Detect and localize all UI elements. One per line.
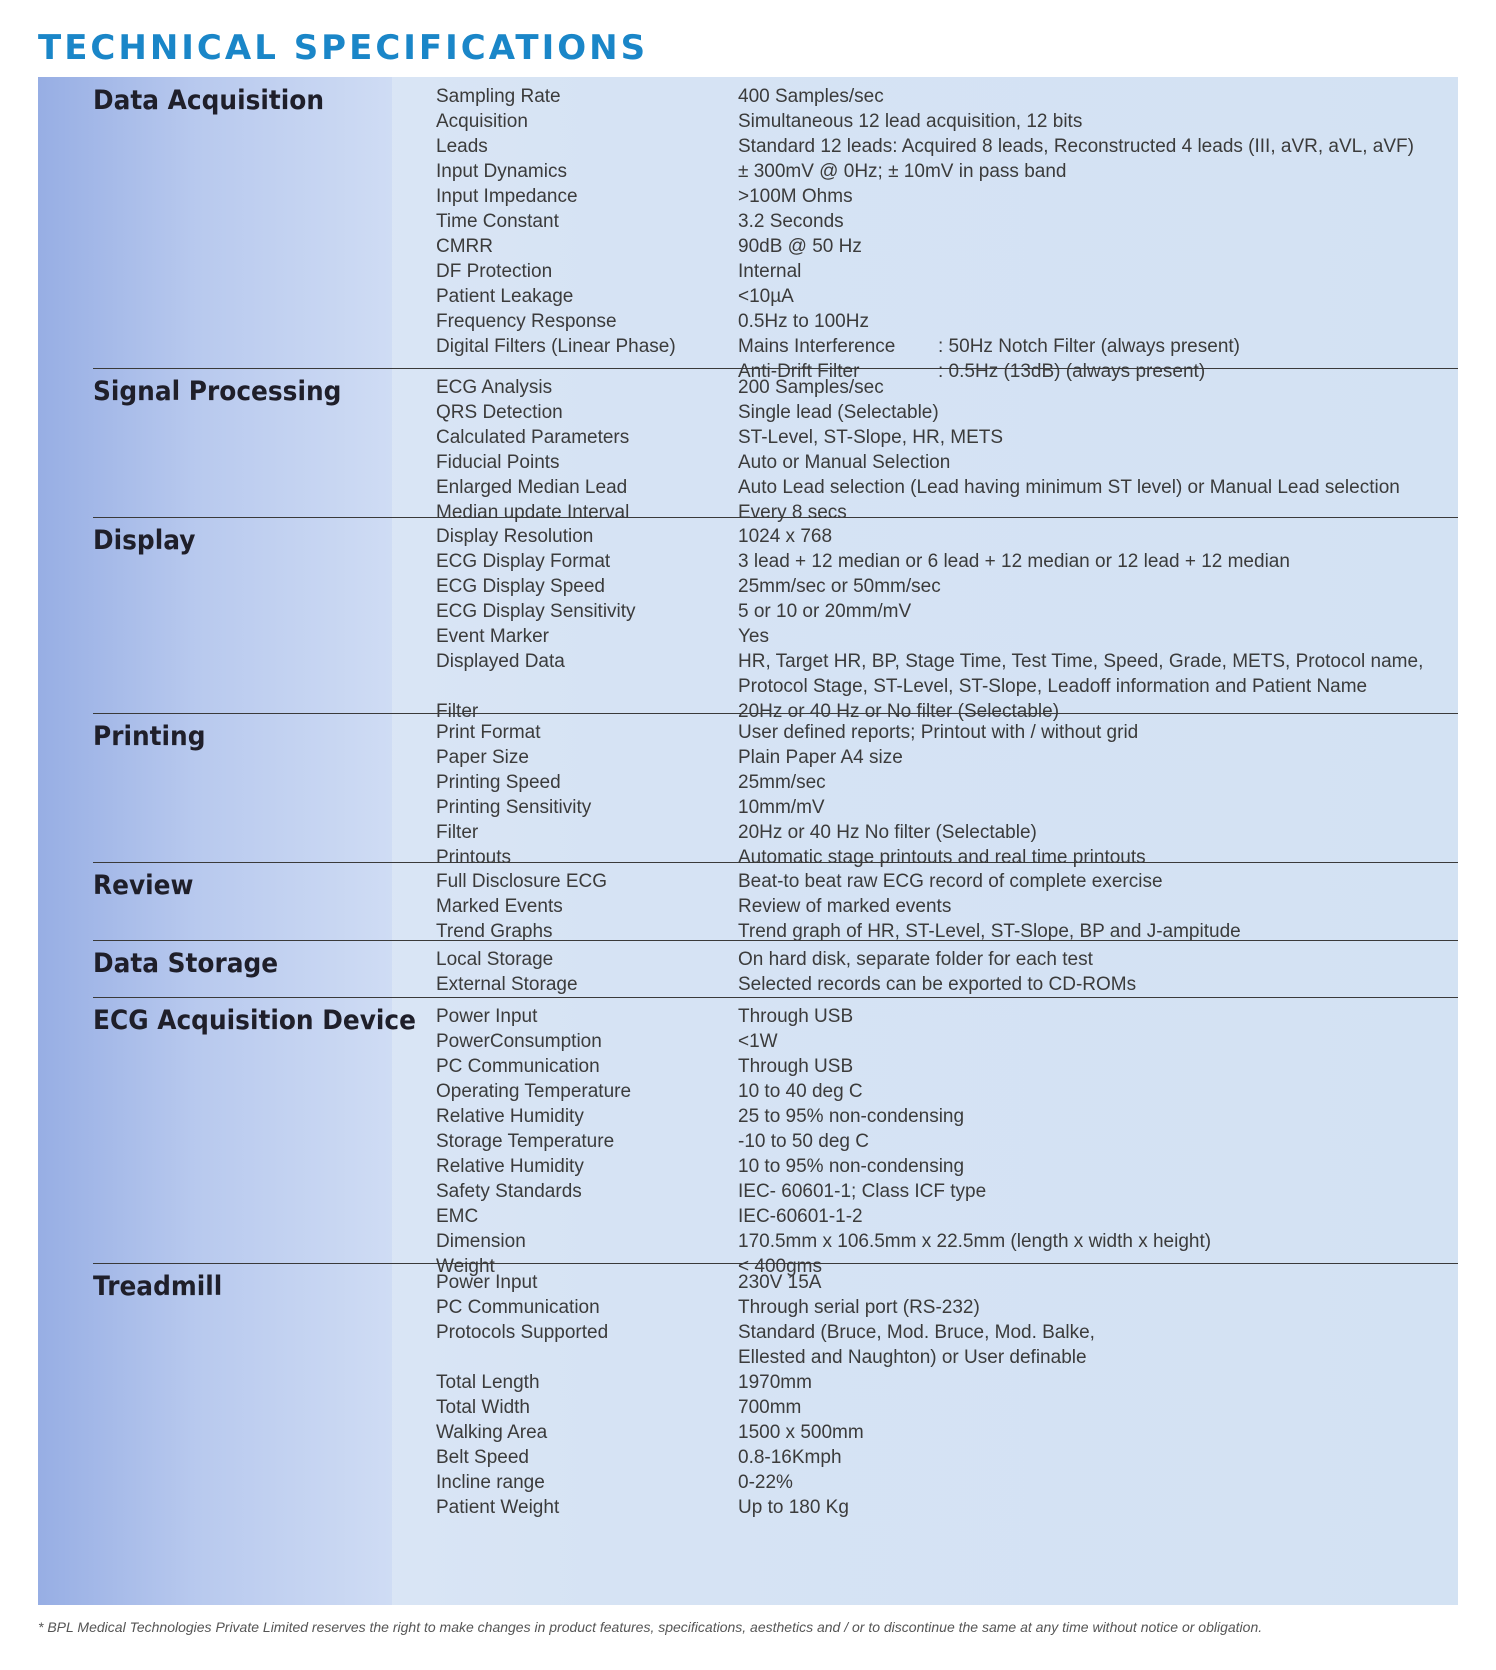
spec-row xyxy=(38,651,1458,697)
spec-value: 1500 x 500mm xyxy=(738,1422,864,1443)
spec-row xyxy=(38,1472,1458,1497)
spec-row xyxy=(38,452,1458,477)
spec-value: Auto Lead selection (Lead having minimum ST level) or Manual Lead selection xyxy=(738,477,1400,498)
spec-label: External Storage xyxy=(436,974,578,995)
spec-row xyxy=(38,1322,1458,1368)
spec-value: -10 to 50 deg C xyxy=(738,1131,869,1152)
spec-row xyxy=(38,1006,1458,1031)
spec-value: 25 to 95% non-condensing xyxy=(738,1106,965,1127)
spec-label: Print Format xyxy=(436,722,541,743)
section-divider xyxy=(93,713,1458,714)
spec-value: 0-22% xyxy=(738,1472,793,1493)
spec-value: Standard (Bruce, Mod. Bruce, Mod. Balke, xyxy=(738,1322,1095,1343)
spec-label: Digital Filters (Linear Phase) xyxy=(436,336,676,357)
spec-value: ± 300mV @ 0Hz; ± 10mV in pass band xyxy=(738,161,1067,182)
filter-value: : 50Hz Notch Filter (always present) xyxy=(938,336,1240,357)
spec-value-continued: Protocol Stage, ST-Level, ST-Slope, Leadoff information and Patient Name xyxy=(738,676,1368,697)
spec-value: 230V 15A xyxy=(738,1272,822,1293)
section-title: ECG Acquisition Device xyxy=(93,1005,417,1036)
spec-row xyxy=(38,526,1458,551)
spec-row xyxy=(38,1231,1458,1256)
spec-label: Operating Temperature xyxy=(436,1081,632,1102)
spec-label: Displayed Data xyxy=(436,651,565,672)
spec-label: Belt Speed xyxy=(436,1447,529,1468)
spec-row xyxy=(38,502,1458,527)
spec-row xyxy=(38,1081,1458,1106)
spec-label: Filter xyxy=(436,701,479,722)
spec-value: 0.5Hz to 100Hz xyxy=(738,311,869,332)
spec-label: Patient Leakage xyxy=(436,286,574,307)
spec-label: PC Communication xyxy=(436,1056,600,1077)
spec-row xyxy=(38,722,1458,747)
spec-row xyxy=(38,847,1458,872)
spec-value: 170.5mm x 106.5mm x 22.5mm (length x width x height) xyxy=(738,1231,1212,1252)
spec-row xyxy=(38,1447,1458,1472)
spec-value: 3 lead + 12 median or 6 lead + 12 median or 12 lead + 12 median xyxy=(738,551,1290,572)
spec-label: Storage Temperature xyxy=(436,1131,615,1152)
spec-label: Safety Standards xyxy=(436,1181,582,1202)
section-title: Display xyxy=(93,525,196,556)
filter-name: Anti-Drift Filter xyxy=(738,361,860,382)
spec-value: 200 Samples/sec xyxy=(738,377,884,398)
section-title: Review xyxy=(93,870,194,901)
spec-label: Relative Humidity xyxy=(436,1106,584,1127)
spec-label: DF Protection xyxy=(436,261,553,282)
spec-label: Frequency Response xyxy=(436,311,617,332)
spec-label: Fiducial Points xyxy=(436,452,560,473)
spec-row xyxy=(38,336,1458,382)
footnote: * BPL Medical Technologies Private Limited reserves the right to make changes in product features, specifications, aesthetics and / or to discontinue the same at any time without notice or obligation. xyxy=(38,1619,1263,1635)
spec-label: Walking Area xyxy=(436,1422,548,1443)
spec-panel xyxy=(38,77,1458,1605)
spec-value: Trend graph of HR, ST-Level, ST-Slope, BP and J-ampitude xyxy=(738,921,1241,942)
spec-label: Incline range xyxy=(436,1472,545,1493)
spec-row xyxy=(38,1497,1458,1522)
spec-value: Up to 180 Kg xyxy=(738,1497,849,1518)
spec-label: Calculated Parameters xyxy=(436,427,630,448)
spec-value: Through serial port (RS-232) xyxy=(738,1297,980,1318)
spec-row xyxy=(38,402,1458,427)
spec-value: Every 8 secs xyxy=(738,502,847,523)
spec-label: Printouts xyxy=(436,847,511,868)
spec-value: 5 or 10 or 20mm/mV xyxy=(738,601,912,622)
spec-value: 20Hz or 40 Hz or No filter (Selectable) xyxy=(738,701,1060,722)
spec-row xyxy=(38,1131,1458,1156)
section-divider xyxy=(93,940,1458,941)
spec-row xyxy=(38,1106,1458,1131)
spec-value: Standard 12 leads: Acquired 8 leads, Reconstructed 4 leads (III, aVR, aVL, aVF) xyxy=(738,136,1414,157)
spec-row xyxy=(38,211,1458,236)
spec-value: <1W xyxy=(738,1031,778,1052)
spec-row xyxy=(38,576,1458,601)
spec-label: Protocols Supported xyxy=(436,1322,609,1343)
spec-value: 700mm xyxy=(738,1397,802,1418)
spec-row xyxy=(38,1056,1458,1081)
section-title: Printing xyxy=(93,721,206,752)
spec-label: ECG Analysis xyxy=(436,377,553,398)
spec-value: >100M Ohms xyxy=(738,186,853,207)
spec-row xyxy=(38,477,1458,502)
spec-label: Input Dynamics xyxy=(436,161,567,182)
spec-label: Trend Graphs xyxy=(436,921,553,942)
section-divider xyxy=(93,997,1458,998)
spec-row xyxy=(38,626,1458,651)
spec-label: CMRR xyxy=(436,236,493,257)
spec-value: IEC-60601-1-2 xyxy=(738,1206,863,1227)
spec-label: Event Marker xyxy=(436,626,549,647)
spec-row xyxy=(38,86,1458,111)
section-divider xyxy=(93,368,1458,369)
spec-value: Review of marked events xyxy=(738,896,952,917)
spec-row xyxy=(38,136,1458,161)
spec-row xyxy=(38,427,1458,452)
spec-value: Internal xyxy=(738,261,802,282)
spec-row xyxy=(38,551,1458,576)
spec-label: Full Disclosure ECG xyxy=(436,871,608,892)
section-divider xyxy=(93,517,1458,518)
spec-label: Relative Humidity xyxy=(436,1156,584,1177)
page-title: TECHNICAL SPECIFICATIONS xyxy=(38,28,649,68)
spec-label: PowerConsumption xyxy=(436,1031,602,1052)
spec-row xyxy=(38,1397,1458,1422)
spec-value: User defined reports; Printout with / without grid xyxy=(738,722,1139,743)
spec-row xyxy=(38,286,1458,311)
spec-value: Auto or Manual Selection xyxy=(738,452,951,473)
spec-value: Through USB xyxy=(738,1006,854,1027)
spec-value: On hard disk, separate folder for each test xyxy=(738,949,1093,970)
spec-row xyxy=(38,921,1458,946)
spec-row xyxy=(38,822,1458,847)
spec-value: < 400gms xyxy=(738,1256,822,1277)
spec-label: Marked Events xyxy=(436,896,563,917)
spec-row xyxy=(38,311,1458,336)
spec-row xyxy=(38,236,1458,261)
spec-value: 25mm/sec xyxy=(738,772,826,793)
spec-value: <10µA xyxy=(738,286,794,307)
spec-value: 400 Samples/sec xyxy=(738,86,884,107)
section-title: Data Acquisition xyxy=(93,85,325,116)
spec-label: Printing Speed xyxy=(436,772,561,793)
spec-label: Enlarged Median Lead xyxy=(436,477,628,498)
spec-label: Paper Size xyxy=(436,747,529,768)
spec-label: ECG Display Sensitivity xyxy=(436,601,636,622)
spec-value: 10 to 95% non-condensing xyxy=(738,1156,965,1177)
spec-row xyxy=(38,1372,1458,1397)
spec-row xyxy=(38,1297,1458,1322)
spec-label: Filter xyxy=(436,822,479,843)
spec-value-continued: Ellested and Naughton) or User definable xyxy=(738,1347,1087,1368)
spec-label: Display Resolution xyxy=(436,526,594,547)
filter-value: : 0.5Hz (13dB) (always present) xyxy=(938,361,1206,382)
spec-row xyxy=(38,896,1458,921)
spec-label: ECG Display Format xyxy=(436,551,611,572)
filter-name: Mains Interference xyxy=(738,336,896,357)
spec-row xyxy=(38,1156,1458,1181)
spec-value: 0.8-16Kmph xyxy=(738,1447,842,1468)
spec-value: 3.2 Seconds xyxy=(738,211,844,232)
spec-value: 25mm/sec or 50mm/sec xyxy=(738,576,941,597)
spec-row xyxy=(38,949,1458,974)
spec-row xyxy=(38,1031,1458,1056)
spec-row xyxy=(38,772,1458,797)
spec-row xyxy=(38,1422,1458,1447)
spec-label: Power Input xyxy=(436,1006,538,1027)
spec-row xyxy=(38,797,1458,822)
section-divider xyxy=(93,1263,1458,1264)
spec-label: PC Communication xyxy=(436,1297,600,1318)
spec-value: ST-Level, ST-Slope, HR, METS xyxy=(738,427,1004,448)
spec-label: Leads xyxy=(436,136,488,157)
spec-row xyxy=(38,161,1458,186)
spec-label: Weight xyxy=(436,1256,495,1277)
spec-value: 10mm/mV xyxy=(738,797,825,818)
spec-label: Power Input xyxy=(436,1272,538,1293)
spec-value: 1970mm xyxy=(738,1372,812,1393)
spec-row xyxy=(38,871,1458,896)
spec-row xyxy=(38,186,1458,211)
spec-row xyxy=(38,601,1458,626)
spec-label: Median update Interval xyxy=(436,502,630,523)
spec-label: Input Impedance xyxy=(436,186,578,207)
spec-label: QRS Detection xyxy=(436,402,563,423)
spec-value: 1024 x 768 xyxy=(738,526,833,547)
spec-value: Beat-to beat raw ECG record of complete exercise xyxy=(738,871,1163,892)
spec-label: Patient Weight xyxy=(436,1497,560,1518)
spec-label: ECG Display Speed xyxy=(436,576,605,597)
spec-row xyxy=(38,111,1458,136)
spec-value: Automatic stage printouts and real time printouts xyxy=(738,847,1146,868)
spec-value: Plain Paper A4 size xyxy=(738,747,903,768)
spec-value: Through USB xyxy=(738,1056,854,1077)
spec-label: Total Length xyxy=(436,1372,540,1393)
spec-value: HR, Target HR, BP, Stage Time, Test Time, Speed, Grade, METS, Protocol name, xyxy=(738,651,1424,672)
section-title: Treadmill xyxy=(93,1271,223,1302)
spec-row xyxy=(38,974,1458,999)
spec-value: IEC- 60601-1; Class ICF type xyxy=(738,1181,987,1202)
spec-row xyxy=(38,1181,1458,1206)
spec-row xyxy=(38,1272,1458,1297)
spec-value: Single lead (Selectable) xyxy=(738,402,939,423)
spec-value: Simultaneous 12 lead acquisition, 12 bits xyxy=(738,111,1083,132)
spec-label: Time Constant xyxy=(436,211,559,232)
spec-row xyxy=(38,747,1458,772)
spec-label: EMC xyxy=(436,1206,479,1227)
spec-label: Local Storage xyxy=(436,949,554,970)
spec-value: 10 to 40 deg C xyxy=(738,1081,863,1102)
spec-row xyxy=(38,1206,1458,1231)
spec-label: Dimension xyxy=(436,1231,526,1252)
spec-label: Sampling Rate xyxy=(436,86,561,107)
spec-label: Total Width xyxy=(436,1397,530,1418)
spec-value: Yes xyxy=(738,626,769,647)
section-title: Data Storage xyxy=(93,948,279,979)
spec-label: Acquisition xyxy=(436,111,528,132)
spec-row xyxy=(38,377,1458,402)
section-title: Signal Processing xyxy=(93,376,342,407)
spec-row xyxy=(38,261,1458,286)
spec-value: Selected records can be exported to CD-ROMs xyxy=(738,974,1137,995)
spec-value: 90dB @ 50 Hz xyxy=(738,236,862,257)
section-divider xyxy=(93,862,1458,863)
spec-label: Printing Sensitivity xyxy=(436,797,592,818)
spec-value: 20Hz or 40 Hz No filter (Selectable) xyxy=(738,822,1037,843)
